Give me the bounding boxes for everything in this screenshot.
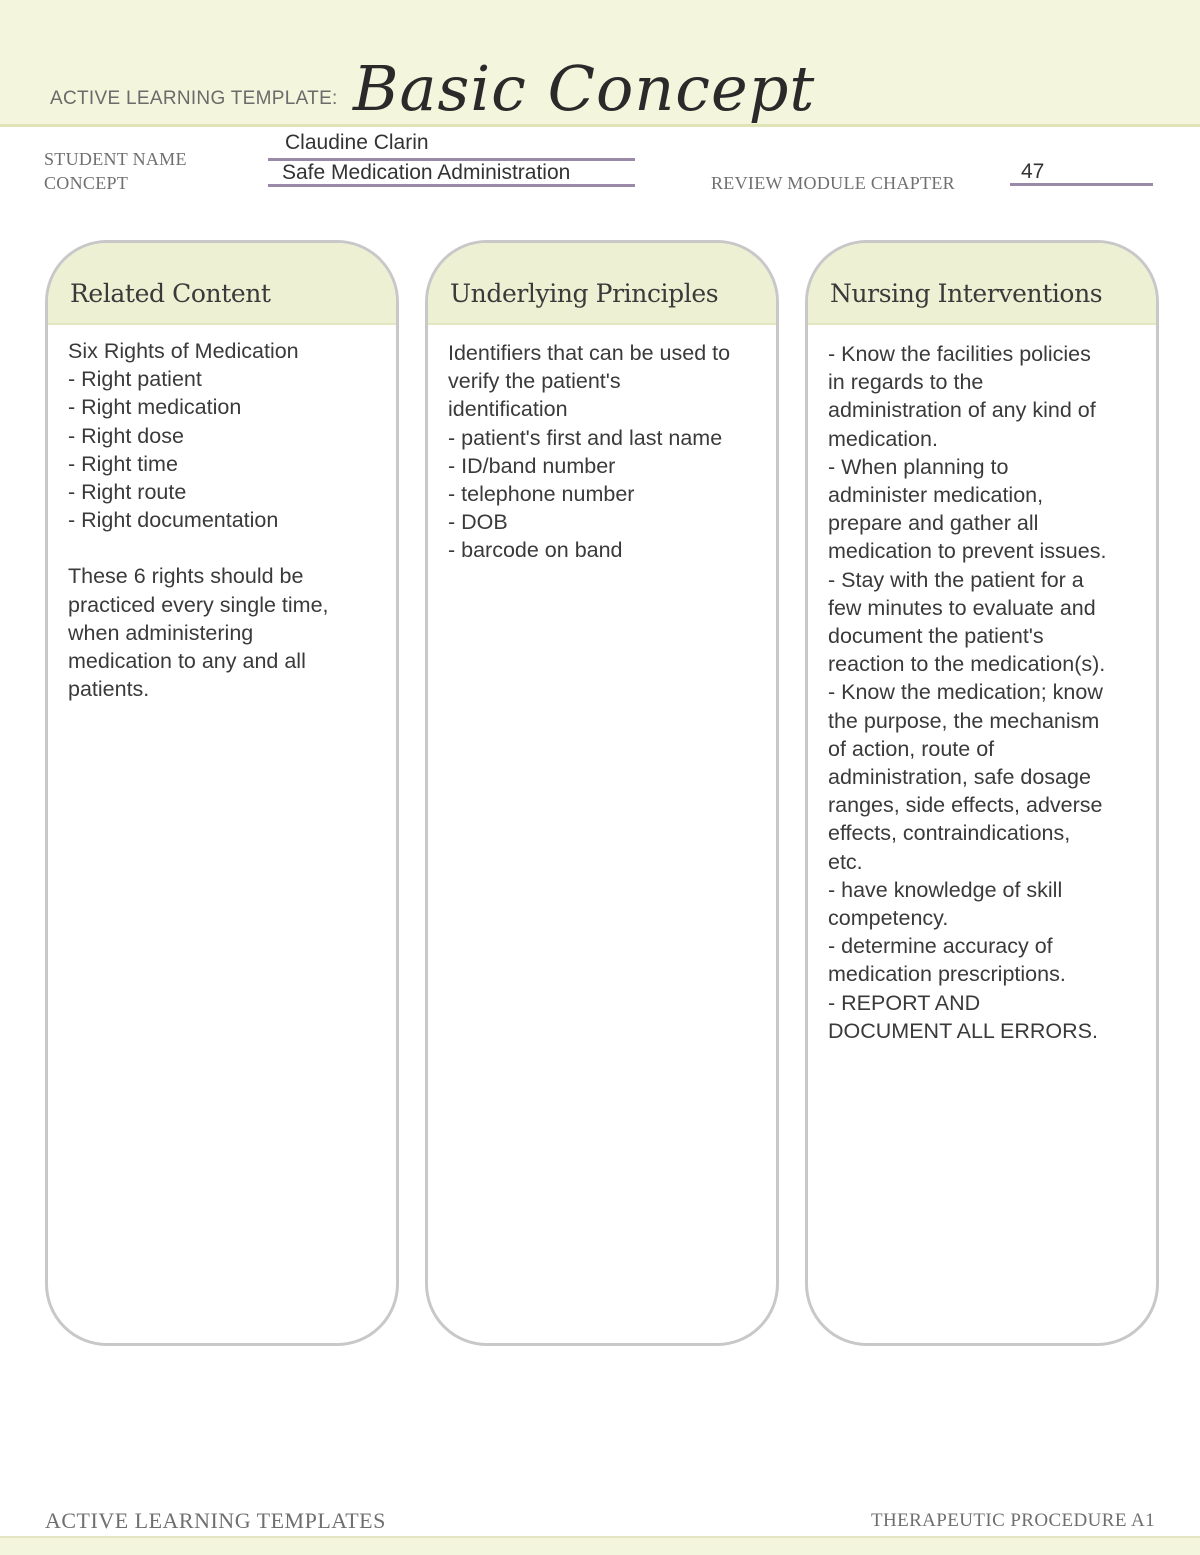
content-line: administer medication, bbox=[828, 483, 1044, 508]
content-line: few minutes to evaluate and bbox=[828, 595, 1096, 620]
content-line: - ID/band number bbox=[448, 453, 616, 478]
content-line: - Right time bbox=[68, 451, 178, 476]
student-name-label: STUDENT NAME bbox=[44, 149, 187, 169]
content-line: ranges, side effects, adverse bbox=[828, 793, 1103, 818]
content-line: in regards to the bbox=[828, 370, 984, 395]
nursing-interventions-card bbox=[805, 240, 1159, 1346]
content-line: - DOB bbox=[448, 510, 508, 535]
content-line: - have knowledge of skill bbox=[828, 877, 1063, 902]
content-line: - determine accuracy of bbox=[828, 934, 1053, 959]
content-line: Identifiers that can be used to bbox=[448, 341, 731, 365]
content-line: - Right documentation bbox=[68, 508, 279, 533]
underlying-principles-body[interactable] bbox=[428, 325, 776, 565]
student-name-field[interactable]: Claudine Clarin bbox=[285, 131, 429, 154]
footer-band bbox=[0, 1536, 1200, 1555]
concept-underline bbox=[268, 184, 635, 187]
footer-right: THERAPEUTIC PROCEDURE A1 bbox=[870, 1510, 1155, 1531]
content-line: - Right medication bbox=[68, 395, 242, 420]
content-line bbox=[68, 534, 386, 562]
underlying-principles-header bbox=[428, 243, 776, 325]
related-content-body[interactable] bbox=[48, 325, 396, 703]
content-line: - Right patient bbox=[68, 367, 202, 392]
content-line: - patient's first and last name bbox=[448, 425, 723, 450]
nursing-interventions-header bbox=[808, 243, 1156, 325]
concept-label: CONCEPT bbox=[44, 173, 129, 193]
chapter-field[interactable]: 47 bbox=[1021, 160, 1045, 183]
related-content-title: Related Content bbox=[70, 279, 271, 308]
content-line: competency. bbox=[828, 906, 949, 931]
content-line: medication to any and all bbox=[68, 649, 306, 674]
nursing-interventions-body[interactable] bbox=[808, 325, 1156, 1045]
content-line: reaction to the medication(s). bbox=[828, 652, 1106, 677]
content-line: - barcode on band bbox=[448, 538, 623, 563]
content-line: of action, route of bbox=[828, 736, 995, 761]
nursing-interventions-title: Nursing Interventions bbox=[830, 279, 1103, 308]
content-line: effects, contraindications, bbox=[828, 821, 1071, 846]
content-line: identification bbox=[448, 397, 568, 422]
content-line: prepare and gather all bbox=[828, 511, 1039, 536]
content-line: - Right dose bbox=[68, 423, 184, 448]
footer-left: ACTIVE LEARNING TEMPLATES bbox=[45, 1508, 386, 1533]
content-line: - Stay with the patient for a bbox=[828, 567, 1084, 592]
content-line: etc. bbox=[828, 849, 863, 874]
content-line: medication. bbox=[828, 426, 938, 451]
content-line: - Know the facilities policies bbox=[828, 342, 1091, 366]
chapter-underline bbox=[1010, 183, 1153, 186]
content-line: - When planning to bbox=[828, 454, 1009, 479]
content-line: These 6 rights should be bbox=[68, 564, 304, 589]
underlying-principles-title: Underlying Principles bbox=[450, 279, 719, 308]
content-line: verify the patient's bbox=[448, 369, 621, 394]
related-content-card bbox=[45, 240, 399, 1346]
template-label: ACTIVE LEARNING TEMPLATE: bbox=[50, 88, 338, 109]
content-line: patients. bbox=[68, 677, 150, 702]
template-title: Basic Concept bbox=[353, 52, 816, 125]
related-content-header bbox=[48, 243, 396, 325]
content-line: administration of any kind of bbox=[828, 398, 1096, 423]
content-line: document the patient's bbox=[828, 624, 1044, 649]
chapter-label: REVIEW MODULE CHAPTER bbox=[711, 173, 955, 193]
content-line: - Right route bbox=[68, 480, 187, 505]
content-line: practiced every single time, bbox=[68, 592, 329, 617]
content-line: administration, safe dosage bbox=[828, 765, 1091, 790]
content-line: when administering bbox=[68, 620, 254, 645]
content-line: - telephone number bbox=[448, 482, 635, 507]
concept-field[interactable]: Safe Medication Administration bbox=[282, 161, 571, 184]
content-line: - Know the medication; know bbox=[828, 680, 1103, 705]
content-line: medication prescriptions. bbox=[828, 962, 1066, 987]
content-line: medication to prevent issues. bbox=[828, 539, 1107, 564]
content-line: DOCUMENT ALL ERRORS. bbox=[828, 1018, 1098, 1043]
content-line: - REPORT AND bbox=[828, 990, 981, 1015]
underlying-principles-card bbox=[425, 240, 779, 1346]
content-line: the purpose, the mechanism bbox=[828, 708, 1100, 733]
content-line: Six Rights of Medication bbox=[68, 339, 299, 363]
